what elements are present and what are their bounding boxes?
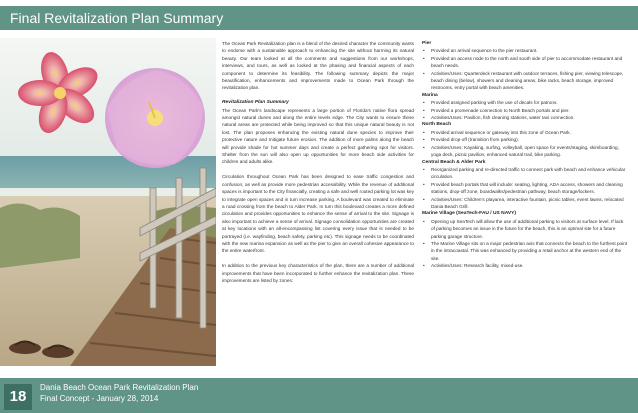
page-number: 18 xyxy=(4,384,32,410)
right-column xyxy=(422,40,628,270)
list-item: • Activities/Uses: Pavilion, fish cleaning stations, water taxi connection. xyxy=(431,114,628,121)
list-item: • Provided drop-off (transition from parking). xyxy=(431,136,628,143)
zone-heading: Pier xyxy=(422,41,432,46)
list-item: • Provided an access node to the north and south side of pier to accommodate restaurant and beach needs. xyxy=(431,55,628,70)
middle-column xyxy=(222,40,414,292)
zone-marina xyxy=(422,92,628,122)
footer-document-title: Dania Beach Ocean Park Revitalization Plan xyxy=(40,383,199,392)
footer-date: Final Concept - January 28, 2014 xyxy=(40,394,159,403)
list-item: • Provided beach portals that will include: seating, lighting, ADA access, showers and cleaning stations, drop-off zone, boardwalks/pedestrian pathway, beach storage/lockers. xyxy=(431,181,628,196)
flowers-beach-stairs-photo xyxy=(0,38,216,366)
list-item: • Activities/Uses: Research facility, mixed-use. xyxy=(431,262,628,269)
improvements-paragraph: In addition to the previous key characteristics of the plan, there are a number of additional improvements that have been incorporated to further enhance the revitalization plan. These improvements are listed by zones: xyxy=(222,263,414,283)
title-bar xyxy=(0,6,638,30)
zone-heading: Marina xyxy=(422,92,438,98)
list-item: • Reorganized parking and re-directed traffic to connect park with beach and enhance vehicular circulation. xyxy=(431,166,628,181)
list-item: • Provided assigned parking with the use of decals for patrons. xyxy=(431,99,628,106)
page-title: Final Revitalization Plan Summary xyxy=(10,10,224,26)
list-item: • Activities/Uses: Children's playarea, interactive fountain, picnic tables, event lawns, relocated Dania Beach Grill. xyxy=(431,196,628,211)
zone-heading: Central Beach & Alder Park xyxy=(422,159,486,165)
zone-pier xyxy=(422,40,628,92)
landscape-paragraph: The Ocean Park's landscape represents a large portion of Florida's native flora spread amongst natural dunes and along the entire levels edge. The City wants to ensure these natural areas are protected while being improved so that this unique natural beauty is not lost. The plan proposes enhancing the existing natural dune species to improve their protective nature and mitigate future erosion. The addition of more palms along the beach will provide shade for hot summer days and create a perfect gathering spot for visitors. Shelter from the sun will also open up opportunities for more beach side activities for children and adults alike. xyxy=(222,107,414,165)
circulation-paragraph: Circulation throughout Ocean Park has been designed to ease traffic congestion and confusion, as well as provide more pedestrian accessibility. While the revenue of additional spaces is important to the City financially, creating a safe and well routed parking lot was key to integrate open spaces and in turn increase parking. A boulevard was created to eliminate a road crossing from the beach to Alder Park. In turn this boulevard creates a more defined circulation and provides opportunities to enhance the sense of arrival to the site. Signage is also important to achieve a sense of arrival. Signage consolidation opportunities are created at key locations with an all-encompassing list covering every issue that is needed to be portrayed (i.e. wayfinding, beach safety, parking etc). This signage needs to be coordinated with the new marina expansion as well as the pier to give an overall cohesive appearance to the entire waterfront. xyxy=(222,174,414,254)
list-item: • Provided arrival sequence or gateway into this zone of Ocean Park. xyxy=(431,129,628,136)
list-item: • The Marine Village sits on a major pedestrian axis that connects the beach to the furthest point in the intracoastal. This was enhanced by providing a retail anchor at the western end of the site. xyxy=(431,240,628,262)
list-item: • Opening up SeaTech will allow the use of additional parking to visitors at surface level. If lack of parking becomes an issue in the future for the beach, this is an optimal site for a future parking garage structure. xyxy=(431,218,628,240)
zone-central-beach xyxy=(422,159,628,211)
zone-heading: Marine Village (SeaTech-FAU / US NAVY) xyxy=(422,211,517,217)
zone-marine-village xyxy=(422,210,628,269)
list-item: • Provided a promenade connection to North Beach portals and pier. xyxy=(431,107,628,114)
list-item: • Activities/Uses: Kayaking, surfing, volleyball, open space for events/staging, skimboarding, yoga deck, picnic pavilion, enhanced natural trail, bike parking. xyxy=(431,144,628,159)
zone-heading: North Beach xyxy=(422,122,452,128)
list-item: • Provided an arrival sequence to the pier restaurant. xyxy=(431,47,628,54)
summary-heading: Revitalization Plan Summary xyxy=(222,100,289,106)
zone-north-beach xyxy=(422,121,628,158)
list-item: • Activities/Uses: Quarterdeck restaurant with outdoor terraces, fishing pier, viewing telescope, beach dining (below), showers and cleaning areas, bike racks, beach storage, improved restrooms, entry portal with beach amenities. xyxy=(431,70,628,92)
intro-paragraph: The Ocean Park Revitalization plan is a blend of the desired character the community wants to endorse with a sustainable approach to enhancing the site without harming its natural beauty. Our team looked at all the comments and suggestions from our workshops, interviews, and tours, as well as looked at the phasing and financial aspects of each component to determine its feasibility. The following summary depicts the major beautification, enhancements and improvements made to Ocean Park through the revitalization plan. xyxy=(222,41,414,91)
